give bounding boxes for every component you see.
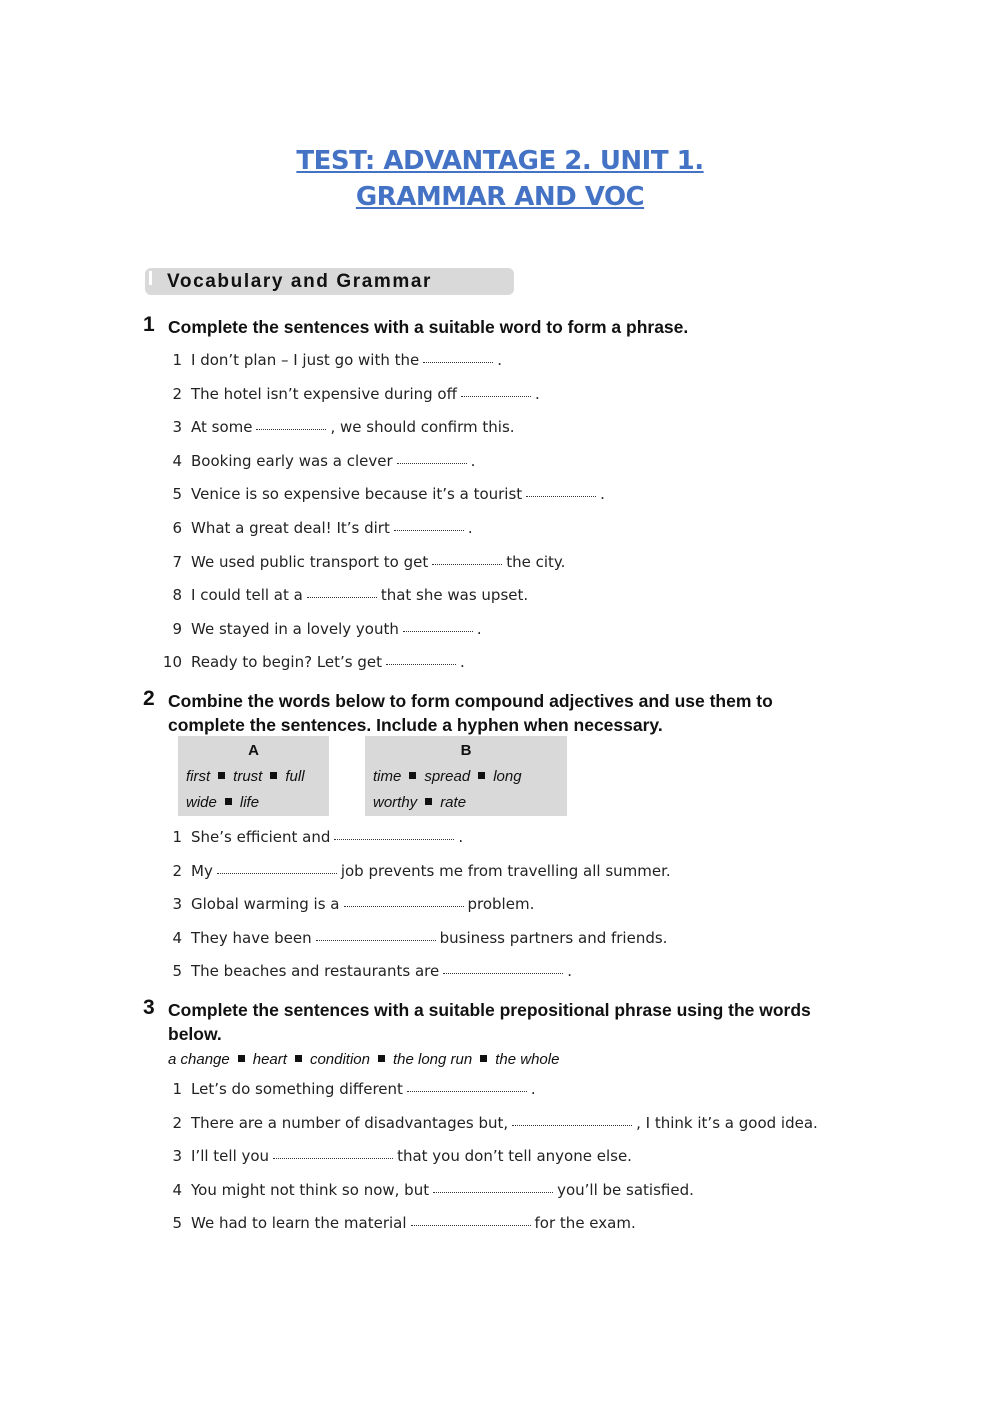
answer-blank[interactable] bbox=[397, 462, 467, 464]
q1-item: 3 At some , we should confirm this. bbox=[172, 418, 515, 437]
q3-item: 2 There are a number of disadvantages but, , I think it’s a good idea. bbox=[172, 1113, 818, 1132]
word-box-b: B time spread long worthy rate bbox=[365, 736, 567, 816]
q1-item: 1 I don’t plan – I just go with the . bbox=[172, 351, 503, 369]
answer-blank[interactable] bbox=[433, 1191, 553, 1193]
answer-blank[interactable] bbox=[217, 872, 337, 874]
q3-item: 5 We had to learn the material for the exam. bbox=[172, 1214, 636, 1233]
answer-blank[interactable] bbox=[403, 630, 473, 632]
answer-blank[interactable] bbox=[432, 563, 502, 565]
q3-item: 3 I’ll tell you that you don’t tell anyone else. bbox=[172, 1147, 632, 1166]
q3-item: 1 Let’s do something different . bbox=[172, 1080, 536, 1098]
q1-heading: 1 Complete the sentences with a suitable word to form a phrase. bbox=[143, 313, 689, 337]
q1-item: 4 Booking early was a clever . bbox=[172, 451, 476, 470]
answer-blank[interactable] bbox=[423, 361, 493, 363]
q3-heading: 3 Complete the sentences with a suitable prepositional phrase using the words below. bbox=[143, 996, 811, 1044]
q3-word-list: a change heart condition the long run the whole bbox=[168, 1051, 560, 1068]
answer-blank[interactable] bbox=[461, 395, 531, 397]
answer-blank[interactable] bbox=[316, 939, 436, 941]
answer-blank[interactable] bbox=[256, 428, 326, 430]
q1-item: 2 The hotel isn’t expensive during off . bbox=[172, 384, 540, 403]
answer-blank[interactable] bbox=[334, 838, 454, 840]
answer-blank[interactable] bbox=[386, 663, 456, 665]
q1-item: 10 Ready to begin? Let’s get . bbox=[162, 653, 465, 672]
q2-item: 5 The beaches and restaurants are . bbox=[172, 962, 572, 981]
q2-heading: 2 Combine the words below to form compound adjectives and use them to complete the sentences. Include a hyphen when necessary. bbox=[143, 687, 773, 735]
q1-item: 6 What a great deal! It’s dirt . bbox=[172, 519, 473, 537]
answer-blank[interactable] bbox=[526, 495, 596, 497]
section-banner bbox=[145, 268, 514, 295]
answer-blank[interactable] bbox=[273, 1157, 393, 1159]
q1-item: 9 We stayed in a lovely youth . bbox=[172, 619, 482, 638]
q1-item: 8 I could tell at a that she was upset. bbox=[172, 586, 529, 605]
q2-item: 1 She’s efficient and . bbox=[172, 828, 464, 846]
q3-item: 4 You might not think so now, but you’ll be satisfied. bbox=[172, 1180, 694, 1199]
page-title: TEST: ADVANTAGE 2. UNIT 1. bbox=[296, 146, 704, 176]
answer-blank[interactable] bbox=[411, 1224, 531, 1226]
q1-item: 5 Venice is so expensive because it’s a tourist . bbox=[172, 485, 605, 504]
answer-blank[interactable] bbox=[407, 1090, 527, 1092]
page-subtitle: GRAMMAR AND VOC bbox=[355, 182, 645, 212]
answer-blank[interactable] bbox=[307, 596, 377, 598]
answer-blank[interactable] bbox=[443, 972, 563, 974]
q2-item: 3 Global warming is a problem. bbox=[172, 895, 535, 914]
q2-item: 4 They have been business partners and friends. bbox=[172, 928, 668, 947]
answer-blank[interactable] bbox=[394, 529, 464, 531]
word-box-a: A first trust full wide life bbox=[178, 736, 329, 816]
q1-item: 7 We used public transport to get the city. bbox=[172, 552, 566, 571]
answer-blank[interactable] bbox=[344, 905, 464, 907]
q2-item: 2 My job prevents me from travelling all summer. bbox=[172, 861, 671, 880]
answer-blank[interactable] bbox=[512, 1124, 632, 1126]
section-title: Vocabulary and Grammar bbox=[167, 271, 433, 292]
